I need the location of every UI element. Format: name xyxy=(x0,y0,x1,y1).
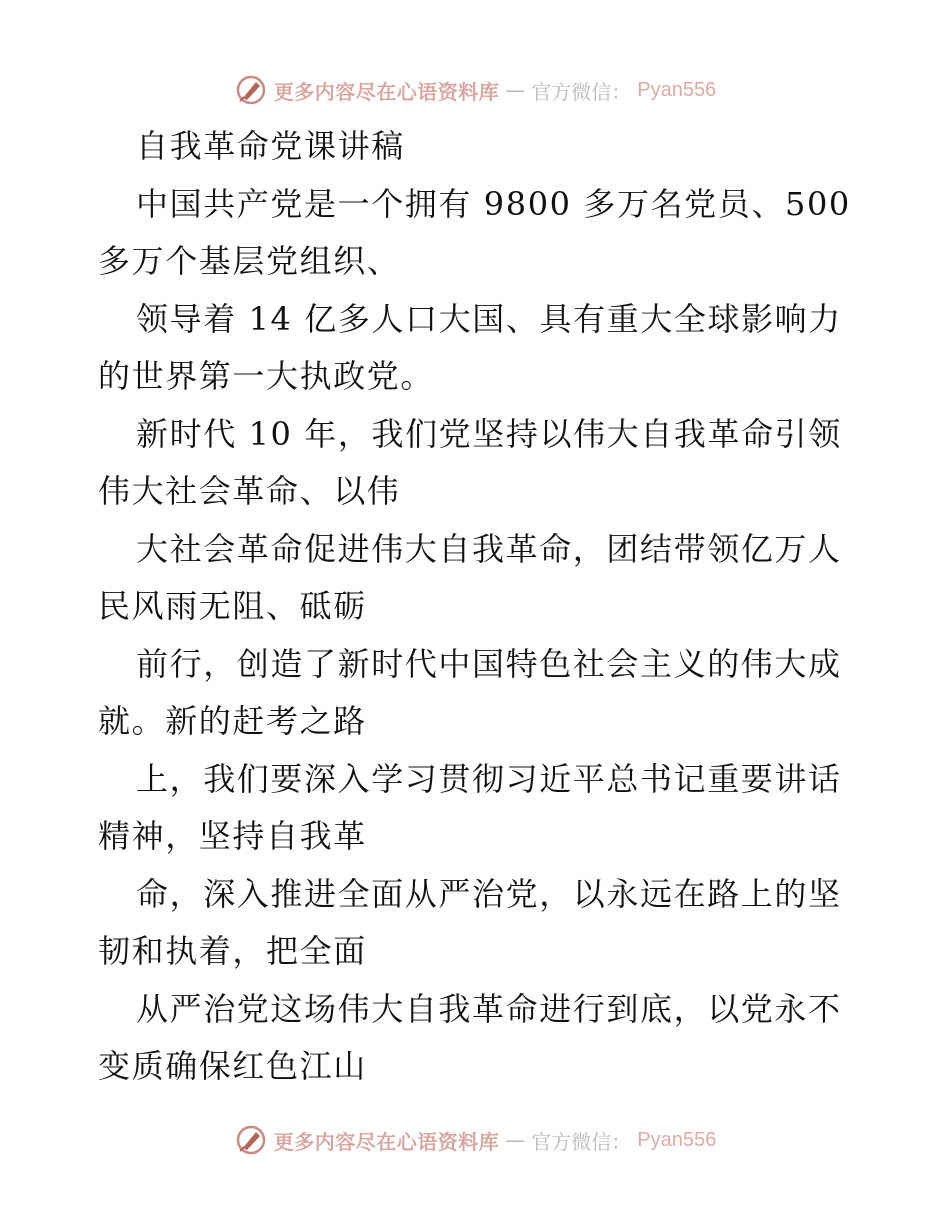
watermark-wechat-label: 官方微信： xyxy=(531,1129,632,1154)
document-line: 新时代 10 年，我们党坚持以伟大自我革命引领 xyxy=(136,414,842,453)
watermark-wechat-id: Pyan556 xyxy=(637,1128,717,1151)
watermark-site-text: 更多内容尽在心语资料库 xyxy=(273,79,500,104)
document-line: 中国共产党是一个拥有 9800 多万名党员、500 xyxy=(136,184,851,223)
document-body xyxy=(98,118,858,1096)
watermark-separator: — xyxy=(505,1128,526,1152)
document-line: 领导着 14 亿多人口大国、具有重大全球影响力 xyxy=(136,299,842,338)
document-line: 多万个基层党组织、 xyxy=(98,242,401,280)
watermark-site-text: 更多内容尽在心语资料库 xyxy=(273,1129,500,1154)
watermark-wechat-label: 官方微信： xyxy=(531,79,632,104)
document-line: 民风雨无阻、砥砺 xyxy=(98,587,367,625)
document-line: 变质确保红色江山 xyxy=(98,1047,367,1085)
document-line: 的世界第一大执政党。 xyxy=(98,357,435,395)
document-line: 就。新的赶考之路 xyxy=(98,702,367,740)
document-line: 大社会革命促进伟大自我革命，团结带领亿万人 xyxy=(136,529,842,568)
document-line: 命，深入推进全面从严治党，以永远在路上的坚 xyxy=(136,874,842,913)
document-line: 上，我们要深入学习贯彻习近平总书记重要讲话 xyxy=(136,759,842,798)
watermark-separator: — xyxy=(505,78,526,102)
watermark-wechat-id: Pyan556 xyxy=(637,78,717,101)
pen-nib-circle-icon xyxy=(234,73,268,107)
footer-watermark xyxy=(0,1120,950,1160)
document-line: 韧和执着，把全面 xyxy=(98,932,367,970)
document-line: 前行，创造了新时代中国特色社会主义的伟大成 xyxy=(136,644,842,683)
header-watermark xyxy=(0,70,950,110)
document-line: 从严治党这场伟大自我革命进行到底，以党永不 xyxy=(136,989,842,1028)
pen-nib-circle-icon xyxy=(234,1123,268,1157)
document-line: 伟大社会革命、以伟 xyxy=(98,472,401,510)
document-line: 精神，坚持自我革 xyxy=(98,817,367,855)
document-title: 自我革命党课讲稿 xyxy=(136,127,405,165)
